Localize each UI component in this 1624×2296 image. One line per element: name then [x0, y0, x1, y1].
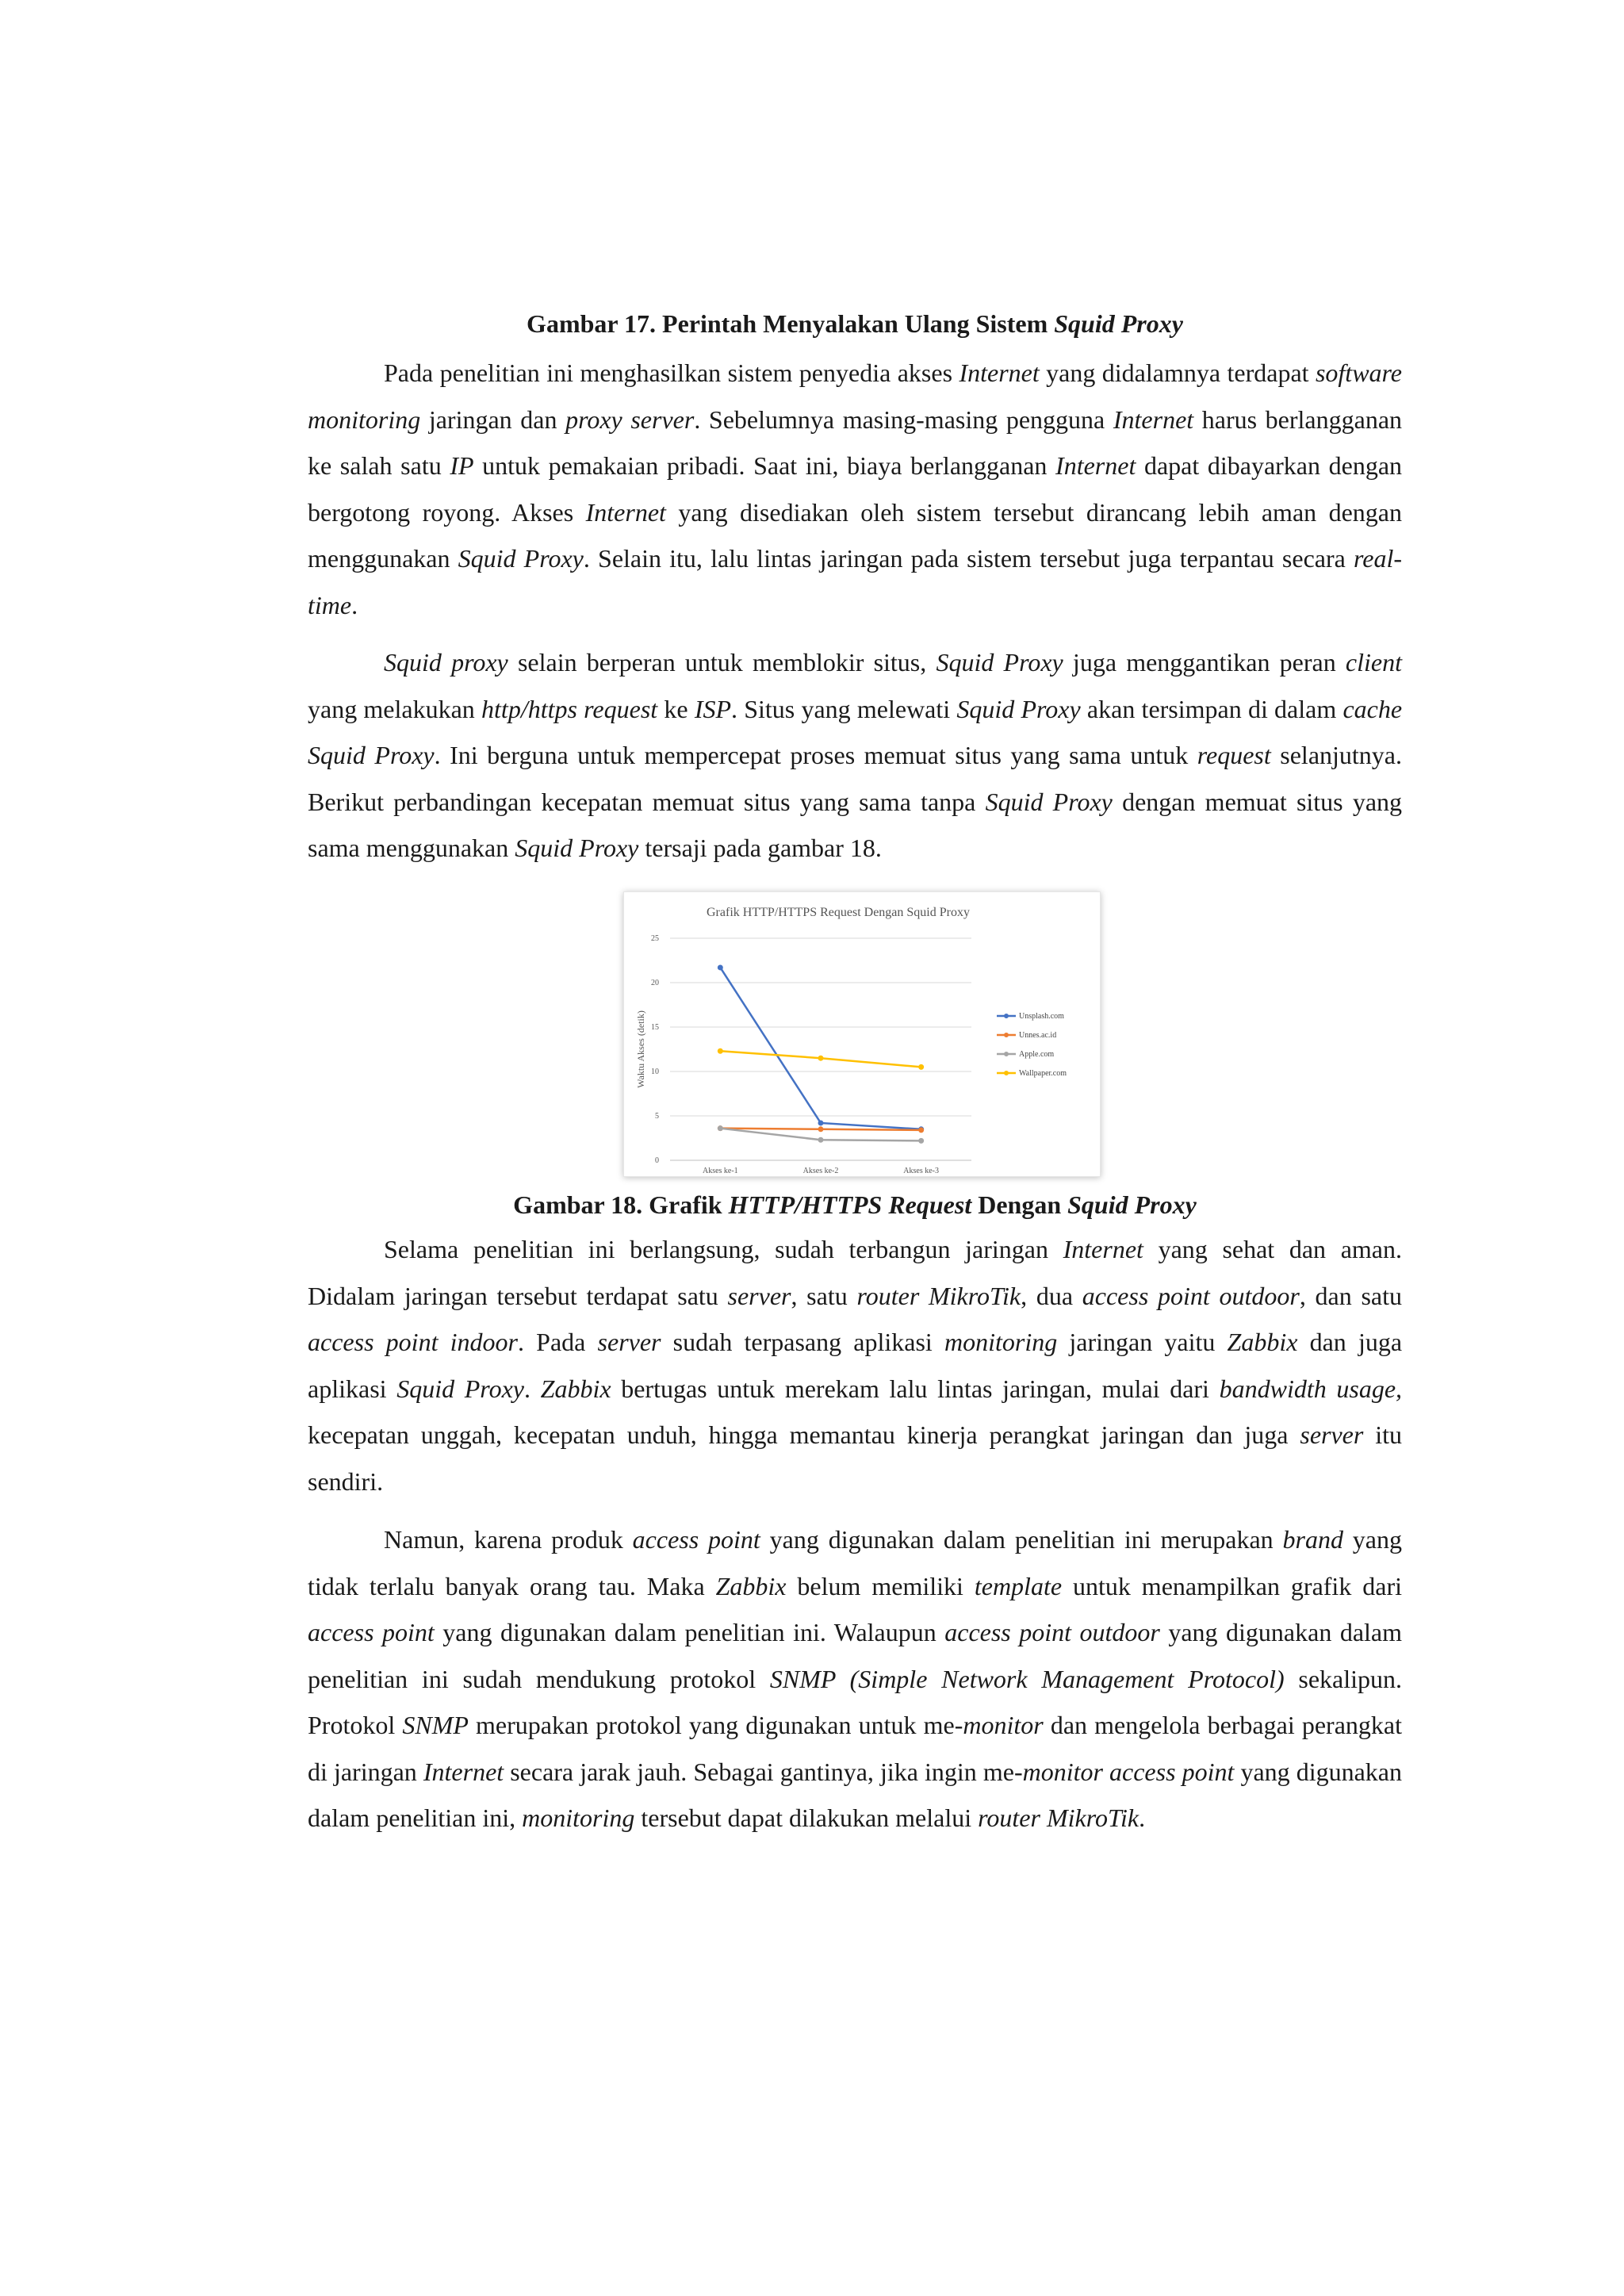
text-run: akan tersimpan di dalam [1080, 694, 1343, 723]
text-run: yang tidak terlalu banyak orang tau. Maka [308, 1525, 1402, 1600]
italic-run: IP [450, 451, 474, 480]
italic-run: bandwidth usage, [1219, 1374, 1403, 1403]
text-run: Namun, karena produk [384, 1525, 633, 1554]
legend-label: Unnes.ac.id [1019, 1031, 1057, 1040]
figure-17-caption [308, 308, 1402, 339]
italic-run: Squid Proxy [985, 787, 1113, 816]
data-point [818, 1120, 824, 1125]
y-tick-label: 0 [655, 1156, 659, 1165]
italic-run: brand [1282, 1525, 1343, 1554]
paragraph-1 [308, 350, 1402, 628]
italic-run: router MikroTik [978, 1803, 1139, 1832]
italic-run: Squid Proxy [956, 694, 1081, 723]
data-point [818, 1056, 824, 1061]
chart-legend [997, 1012, 1067, 1078]
line-chart [624, 892, 1100, 1176]
legend-label: Apple.com [1019, 1050, 1055, 1059]
italic-run: Squid Proxy [515, 834, 639, 862]
x-tick-label: Akses ke-2 [802, 1167, 839, 1175]
y-tick-label: 5 [655, 1112, 659, 1121]
italic-run: server [727, 1281, 791, 1310]
y-tick-label: 15 [651, 1023, 659, 1032]
text-run: . Sebelumnya masing-masing pengguna [694, 404, 1113, 434]
data-point [718, 1048, 723, 1054]
text-run: dengan memuat situs yang sama menggunakan [308, 787, 1403, 862]
italic-run: access point outdoor [944, 1618, 1160, 1646]
italic-run: Internet [1063, 1235, 1143, 1263]
text-run: . Pada [517, 1328, 598, 1356]
data-point [718, 964, 723, 970]
text-run: yang melakukan [308, 694, 482, 723]
italic-run: proxy server [565, 404, 695, 434]
italic-run: software monitoring [308, 358, 1402, 434]
text-run: , satu [791, 1281, 857, 1310]
data-point [918, 1127, 924, 1133]
text-run: . Selain itu, lalu lintas jaringan pada sistem tersebut juga terpantau secara [583, 544, 1354, 573]
y-tick-label: 10 [651, 1068, 659, 1076]
paragraph-2 [308, 639, 1402, 872]
data-point [818, 1126, 824, 1132]
legend-label: Wallpaper.com [1019, 1069, 1067, 1078]
text-run: yang sehat dan aman. Didalam jaringan tersebut terdapat satu [308, 1235, 1403, 1310]
text-run: dan mengelola berbagai perangkat di jaringan [308, 1711, 1403, 1786]
text-run: Dengan [971, 1190, 1068, 1219]
italic-run: Internet [1113, 404, 1194, 434]
italic-run: http/https request [481, 694, 658, 723]
text-run: . [351, 590, 358, 619]
text-run: tersaji pada gambar 18. [638, 834, 882, 862]
italic-run: monitoring [522, 1803, 635, 1832]
italic-run: Zabbix [540, 1374, 611, 1403]
legend-marker [1004, 1071, 1009, 1075]
text-run: Pada penelitian ini menghasilkan sistem penyedia akses [384, 358, 959, 387]
text-run: bertugas untuk merekam lalu lintas jaringan, mulai dari [611, 1374, 1220, 1403]
text-run: yang digunakan dalam penelitian ini sudah mendukung protokol [308, 1618, 1403, 1693]
italic-run: Squid Proxy [936, 648, 1063, 677]
text-run: sekalipun. Protokol [308, 1664, 1403, 1739]
figure-18-chart [623, 891, 1101, 1177]
italic-run: real-time [308, 544, 1403, 619]
text-run: selain berperan untuk memblokir situs, [508, 648, 936, 677]
text-run: merupakan protokol yang digunakan untuk me- [468, 1711, 963, 1739]
italic-run: Squid proxy [384, 648, 508, 677]
text-run: yang digunakan dalam penelitian ini merupakan [760, 1525, 1283, 1554]
italic-run: access point [308, 1618, 435, 1646]
chart-title: Grafik HTTP/HTTPS Request Dengan Squid Proxy [707, 906, 970, 919]
text-run: , dua [1021, 1281, 1082, 1310]
italic-run: SNMP (Simple Network Management Protocol) [769, 1664, 1285, 1693]
x-tick-label: Akses ke-1 [702, 1167, 738, 1175]
text-run: . [523, 1374, 541, 1403]
paragraph-3 [308, 1226, 1402, 1504]
italic-run: cache Squid Proxy [308, 694, 1403, 769]
text-run: harus berlangganan ke salah satu [308, 404, 1403, 480]
text-run: . Ini berguna untuk mempercepat proses memuat situs yang sama untuk [434, 741, 1197, 769]
text-run: , dan satu [1299, 1281, 1403, 1310]
italic-run: access point outdoor [1082, 1281, 1300, 1310]
legend-marker [1004, 1014, 1009, 1018]
italic-run: monitoring [944, 1328, 1058, 1356]
text-run: yang didalamnya terdapat [1039, 358, 1316, 387]
text-run: selanjutnya. Berikut perbandingan kecepatan memuat situs yang sama tanpa [308, 741, 1402, 816]
legend-label: Unsplash.com [1019, 1012, 1064, 1021]
x-axis-ticks [703, 1167, 939, 1175]
figure-17-caption-text: Gambar 17. Perintah Menyalakan Ulang Sistem [527, 309, 1055, 338]
italic-run: access point indoor [308, 1328, 518, 1356]
text-run: secara jarak jauh. Sebagai gantinya, jika ingin me- [504, 1757, 1023, 1786]
text-run: dapat dibayarkan dengan bergotong royong. Akses [308, 451, 1403, 527]
legend-marker [1004, 1033, 1009, 1037]
italic-run: Squid Proxy [458, 544, 584, 573]
text-run: yang disediakan oleh sistem tersebut dirancang lebih aman dengan menggunakan [308, 497, 1403, 573]
italic-run: router MikroTik [856, 1281, 1021, 1310]
italic-run: Squid Proxy [396, 1374, 524, 1403]
y-tick-label: 25 [651, 934, 659, 943]
series-line [720, 968, 921, 1129]
figure-17-caption-italic: Squid Proxy [1054, 309, 1183, 338]
italic-run: server [1300, 1420, 1364, 1449]
italic-run: Internet [959, 358, 1040, 387]
italic-run: access point [632, 1525, 760, 1554]
text-run: yang digunakan dalam penelitian ini, [308, 1757, 1403, 1832]
text-run: kecepatan unggah, kecepatan unduh, hingga memantau kinerja perangkat jaringan dan juga [308, 1420, 1300, 1449]
italic-run: Squid Proxy [1067, 1190, 1197, 1219]
text-run: dan juga aplikasi [308, 1328, 1403, 1403]
text-run: belum memiliki [786, 1571, 975, 1600]
legend-marker [1004, 1052, 1009, 1056]
italic-run: Zabbix [1227, 1328, 1298, 1356]
data-point [718, 1125, 723, 1131]
text-run: juga menggantikan peran [1063, 648, 1346, 677]
italic-run: SNMP [402, 1711, 469, 1739]
italic-run: template [974, 1571, 1063, 1600]
text-run: yang digunakan dalam penelitian ini. Walaupun [434, 1618, 945, 1646]
text-run: sudah terpasang aplikasi [661, 1328, 944, 1356]
chart-series [718, 964, 924, 1143]
italic-run: Internet [585, 497, 666, 527]
text-run: itu sendiri. [308, 1420, 1403, 1496]
y-tick-label: 20 [651, 979, 659, 987]
italic-run: client [1345, 648, 1402, 677]
italic-run: monitor access point [1022, 1757, 1235, 1786]
italic-run: server [597, 1328, 661, 1356]
data-point [818, 1137, 824, 1143]
data-point [918, 1064, 924, 1070]
figure-18-caption [308, 1189, 1402, 1221]
text-run: untuk pemakaian pribadi. Saat ini, biaya berlangganan [473, 451, 1056, 480]
italic-run: request [1197, 741, 1271, 769]
data-point [918, 1138, 924, 1144]
italic-run: HTTP/HTTPS Request [728, 1190, 972, 1219]
paragraph-4 [308, 1516, 1402, 1842]
y-axis-label: Waktu Akses (detik) [635, 1010, 646, 1088]
italic-run: Internet [1055, 451, 1136, 480]
text-run: Selama penelitian ini berlangsung, sudah terbangun jaringan [384, 1235, 1063, 1263]
text-run: . Situs yang melewati [731, 694, 957, 723]
italic-run: Internet [423, 1757, 504, 1786]
italic-run: Zabbix [715, 1571, 787, 1600]
x-tick-label: Akses ke-3 [903, 1167, 940, 1175]
text-run: jaringan yaitu [1057, 1328, 1228, 1356]
text-run: tersebut dapat dilakukan melalui [634, 1803, 979, 1832]
italic-run: ISP [694, 694, 732, 723]
italic-run: monitor [963, 1711, 1044, 1739]
text-run: untuk menampilkan grafik dari [1062, 1571, 1403, 1600]
text-run: ke [657, 694, 695, 723]
text-run: . [1139, 1803, 1146, 1832]
text-run: jaringan dan [420, 404, 566, 434]
text-run: Gambar 18. Grafik [513, 1190, 729, 1219]
